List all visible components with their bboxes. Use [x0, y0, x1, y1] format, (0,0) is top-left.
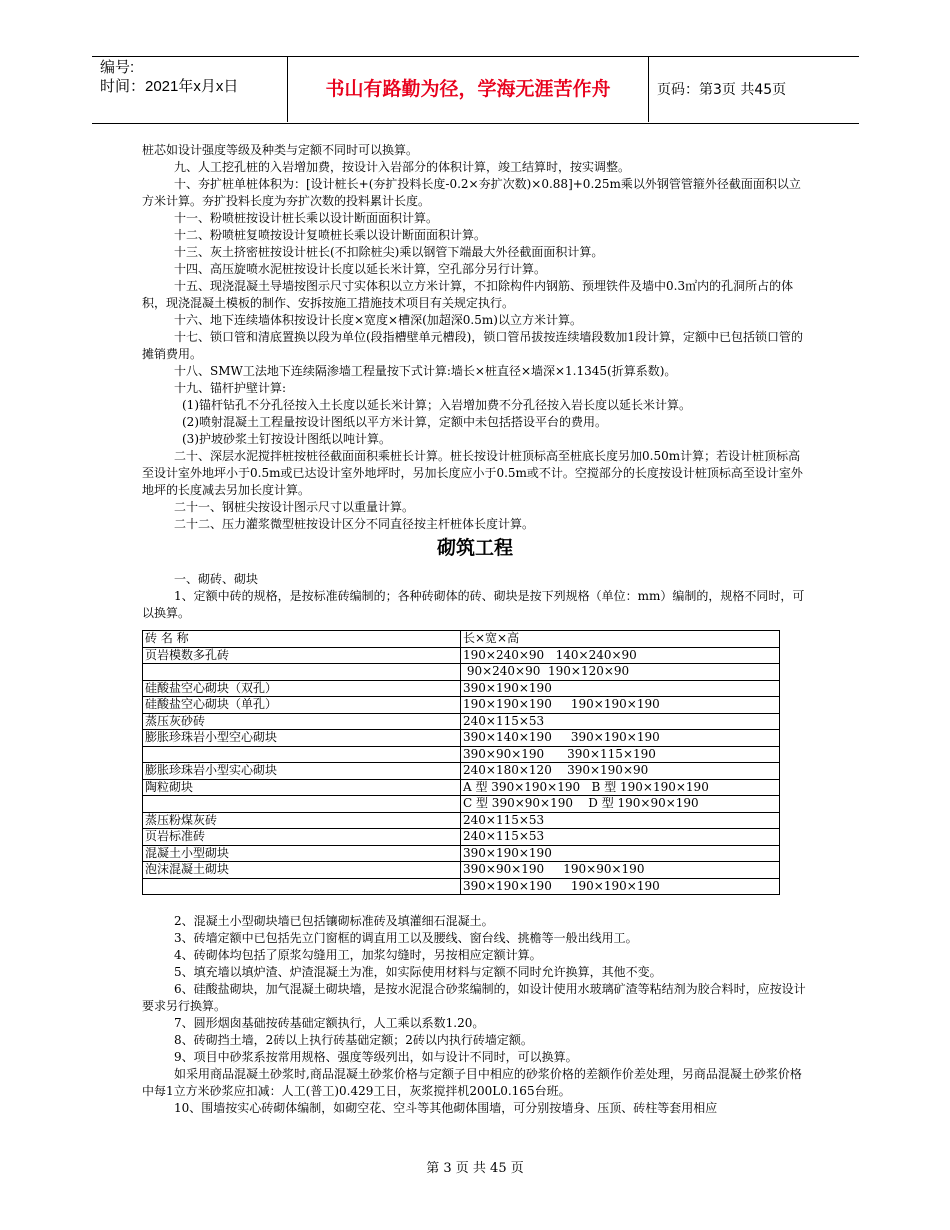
table-cell: 190×190×190 190×190×190 [461, 697, 780, 714]
table-cell: 390×190×190 190×190×190 [461, 878, 780, 895]
paragraph: 十二、粉喷桩复喷按设计复喷桩长乘以设计断面面积计算。 [174, 228, 487, 242]
table-row [143, 697, 780, 714]
table-row [143, 730, 780, 747]
paragraph: 10、围墙按实心砖砌体编制，如砌空花、空斗等其他砌体围墙，可分别按墙身、压顶、砖柱等套用相应 [174, 1101, 718, 1115]
pile-rules [142, 142, 808, 533]
time-label: 时间：2021年x月x日 [100, 78, 239, 95]
table-header-cell: 砖 名 称 [143, 631, 461, 648]
paragraph: (2)喷射混凝土工程量按设计图纸以平方米计算，定额中未包括搭设平台的费用。 [182, 415, 608, 429]
table-cell: 蒸压灰砂砖 [143, 713, 461, 730]
table-cell: 240×180×120 390×190×90 [461, 763, 780, 780]
paragraph: 5、填充墙以填炉渣、炉渣混凝土为准，如实际使用材料与定额不同时允许换算，其他不变。 [174, 965, 662, 979]
table-row [143, 763, 780, 780]
table-cell [143, 746, 461, 763]
paragraph: 二十二、压力灌浆微型桩按设计区分不同直径按主杆桩体长度计算。 [174, 517, 535, 531]
table-cell: A 型 390×190×190 B 型 190×190×190 [461, 779, 780, 796]
table-cell: 240×115×53 [461, 812, 780, 829]
paragraph: 九、人工挖孔桩的入岩增加费，按设计入岩部分的体积计算，竣工结算时，按实调整。 [174, 160, 631, 174]
document-body [142, 142, 808, 1117]
paragraph: 8、砖砌挡土墙，2砖以上执行砖基础定额；2砖以内执行砖墙定额。 [174, 1033, 533, 1047]
table-cell: 240×115×53 [461, 829, 780, 846]
paragraph: (1)锚杆钻孔不分孔径按入土长度以延长米计算；入岩增加费不分孔径按入岩长度以延长米计算。 [182, 398, 692, 412]
table-cell: 页岩标准砖 [143, 829, 461, 846]
masonry-notes [142, 913, 808, 1117]
table-header-cell: 长×宽×高 [461, 631, 780, 648]
page-footer: 第 3 页 共 45 页 [426, 1161, 524, 1176]
table-row [143, 796, 780, 813]
table-cell [143, 664, 461, 681]
paragraph: (3)护坡砂浆土钉按设计图纸以吨计算。 [182, 432, 391, 446]
paragraph: 十、夯扩桩单桩体积为：[设计桩长+(夯扩投料长度-0.2×夯扩次数)×0.88]+0.25m乘以外钢管管箍外径截面面积以立方米计算。夯扩投料长度为夯扩次数的投料累计长度。 [142, 177, 801, 208]
table-row [143, 680, 780, 697]
paragraph: 十九、锚杆护壁计算: [174, 381, 287, 395]
section-title: 砌筑工程 [436, 537, 513, 559]
header-meta [100, 58, 238, 96]
paragraph: 十八、SMW工法地下连续隔渗墙工程量按下式计算:墙长×桩直径×墙深×1.1345(折算系数)。 [174, 364, 677, 378]
table-cell: 390×140×190 390×190×190 [461, 730, 780, 747]
paragraph: 4、砖砌体均包括了原浆勾缝用工，加浆勾缝时，另按相应定额计算。 [174, 948, 542, 962]
paragraph: 7、圆形烟囱基础按砖基础定额执行，人工乘以系数1.20。 [174, 1016, 485, 1030]
table-row [143, 746, 780, 763]
paragraph: 十七、锁口管和清底置换以段为单位(段指槽壁单元槽段)，锁口管吊拔按连续墙段数加1段计算，定额中已包括锁口管的摊销费用。 [142, 330, 804, 361]
table-cell: 390×190×190 [461, 680, 780, 697]
paragraph: 十三、灰土挤密桩按设计桩长(不扣除桩尖)乘以钢管下端最大外径截面面积计算。 [174, 245, 604, 259]
paragraph: 9、项目中砂浆系按常用规格、强度等级列出，如与设计不同时，可以换算。 [174, 1050, 578, 1064]
number-label: 编号: [100, 59, 135, 76]
paragraph: 十一、粉喷桩按设计桩长乘以设计断面面积计算。 [174, 211, 439, 225]
table-cell: 硅酸盐空心砌块（单孔） [143, 697, 461, 714]
table-cell: 240×115×53 [461, 713, 780, 730]
table-row [143, 829, 780, 846]
paragraph: 二十、深层水泥搅拌桩按桩径截面面积乘桩长计算。桩长按设计桩顶标高至桩底长度另加0.50m计算；若设计桩顶标高至设计室外地坪小于0.5m或已达设计室外地坪时，另加长度应小于0.5m或不计。空搅部分的长度按设计桩顶标高至设计室外地坪的长度减去另加长度计算。 [142, 449, 803, 497]
table-cell: C 型 390×90×190 D 型 190×90×190 [461, 796, 780, 813]
table-cell: 90×240×90 190×120×90 [461, 664, 780, 681]
table-row [143, 779, 780, 796]
table-row [143, 713, 780, 730]
table-cell: 390×90×190 390×115×190 [461, 746, 780, 763]
table-cell: 陶粒砌块 [143, 779, 461, 796]
paragraph: 十五、现浇混凝土导墙按图示尺寸实体积以立方米计算，不扣除构件内钢筋、预埋铁件及墙中0.3㎡内的孔洞所占的体积，现浇混凝土模板的制作、安拆按施工措施技术项目有关规定执行。 [142, 279, 794, 310]
table-cell: 膨胀珍珠岩小型实心砌块 [143, 763, 461, 780]
table-row [143, 845, 780, 862]
table-cell: 混凝土小型砌块 [143, 845, 461, 862]
header-motto: 书山有路勤为径，学海无涯苦作舟 [325, 78, 611, 100]
table-cell [143, 878, 461, 895]
paragraph: 6、硅酸盐砌块，加气混凝土砌块墙，是按水泥混合砂浆编制的，如设计使用水玻璃矿渣等粘结剂为胶合料时，应按设计要求另行换算。 [142, 982, 806, 1013]
paragraph: 十四、高压旋喷水泥桩按设计长度以延长米计算，空孔部分另行计算。 [174, 262, 547, 276]
paragraph: 1、定额中砖的规格，是按标准砖编制的；各种砖砌体的砖、砌块是按下列规格（单位：mm）编制的，规格不同时，可以换算。 [142, 589, 805, 620]
paragraph: 如采用商品混凝土砂浆时,商品混凝土砂浆价格与定额子目中相应的砂浆价格的差额作价差处理，另商品混凝土砂浆价格中每1立方米砂浆应扣减：人工(普工)0.429工日，灰浆搅拌机200L0.165台班。 [142, 1067, 802, 1098]
paragraph: 桩芯如设计强度等级及种类与定额不同时可以换算。 [142, 143, 419, 157]
table-cell: 蒸压粉煤灰砖 [143, 812, 461, 829]
paragraph: 2、混凝土小型砌块墙已包括镶砌标准砖及填灌细石混凝土。 [174, 914, 494, 928]
table-cell: 页岩模数多孔砖 [143, 647, 461, 664]
table-cell: 390×190×190 [461, 845, 780, 862]
table-row [143, 664, 780, 681]
table-cell: 190×240×90 140×240×90 [461, 647, 780, 664]
paragraph: 3、砖墙定额中已包括先立门窗框的调直用工以及腰线、窗台线、挑檐等一般出线用工。 [174, 931, 638, 945]
table-row [143, 812, 780, 829]
table-row [143, 862, 780, 879]
paragraph: 一、砌砖、砌块 [174, 572, 259, 586]
table-cell [143, 796, 461, 813]
paragraph: 十六、地下连续墙体积按设计长度×宽度×槽深(加超深0.5m)以立方米计算。 [174, 313, 582, 327]
table-header-row [143, 631, 780, 648]
table-cell: 泡沫混凝土砌块 [143, 862, 461, 879]
header-page-label: 页码：第3页 共45页 [657, 82, 787, 98]
table-row [143, 878, 780, 895]
table-cell: 390×90×190 190×90×190 [461, 862, 780, 879]
table-row [143, 647, 780, 664]
brick-spec-table [142, 630, 780, 895]
table-cell: 膨胀珍珠岩小型空心砌块 [143, 730, 461, 747]
paragraph: 二十一、钢桩尖按设计图示尺寸以重量计算。 [174, 500, 415, 514]
table-cell: 硅酸盐空心砌块（双孔） [143, 680, 461, 697]
header-divider [648, 56, 649, 122]
